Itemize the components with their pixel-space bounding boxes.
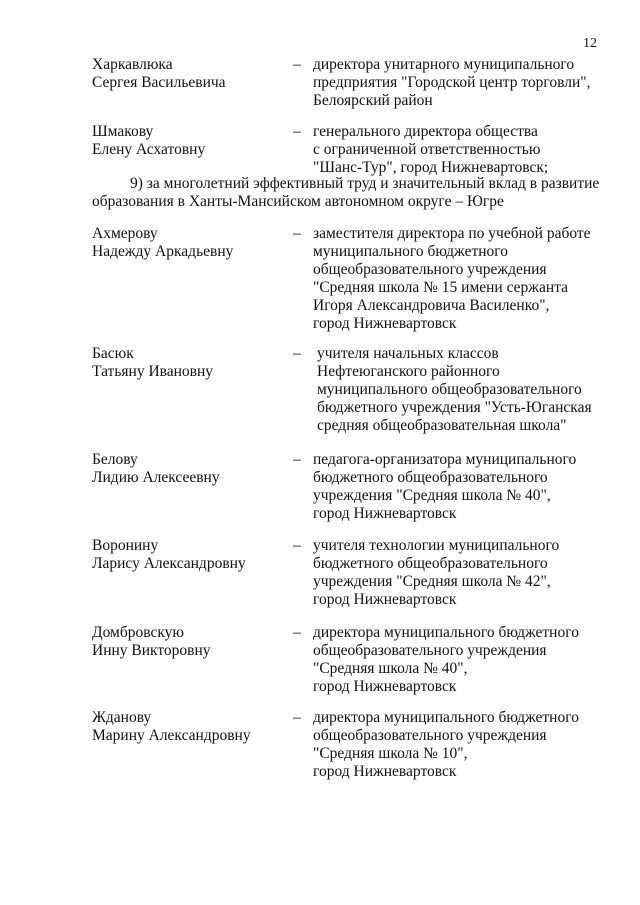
recipient-name [92,123,282,159]
recipient-position [313,624,613,696]
name-line: Басюк [92,345,134,362]
position-line: с ограниченной ответственностью [313,141,541,158]
dash-separator: – [293,709,301,726]
name-line: Надежду Аркадьевну [92,243,234,260]
position-line: муниципального общеобразовательного [317,381,582,398]
position-line: педагога-организатора муниципального [313,451,577,468]
position-line: "Шанс-Тур", город Нижневартовск; [313,159,549,176]
position-line: генерального директора общества [313,123,538,140]
position-line: город Нижневартовск [313,678,457,695]
position-line: учреждения "Средняя школа № 42", [313,573,551,590]
position-line: "Средняя школа № 15 имени сержанта [313,279,569,296]
name-line: Белову [92,451,138,468]
position-line: муниципального бюджетного [313,243,508,260]
position-line: предприятия "Городской центр торговли", [313,74,591,91]
name-line: Инну Викторовну [92,642,211,659]
name-line: Ларису Александровну [92,555,246,572]
name-line: Елену Асхатовну [92,141,206,158]
dash-separator: – [293,225,301,242]
recipient-name [92,451,282,487]
recipient-position [313,709,613,781]
recipient-position [313,56,613,110]
dash-separator: – [293,56,301,73]
position-line: директора муниципального бюджетного [313,624,579,641]
position-line: учителя технологии муниципального [313,537,560,554]
position-line: средняя общеобразовательная школа" [317,417,567,434]
name-line: Марину Александровну [92,727,251,744]
section-heading-line: 9) за многолетний эффективный труд и значительный вклад в развитие [130,175,600,192]
position-line: директора муниципального бюджетного [313,709,579,726]
position-line: общеобразовательного учреждения [313,261,547,278]
position-line: учителя начальных классов [317,345,499,362]
position-line: учреждения "Средняя школа № 40", [313,487,551,504]
dash-separator: – [293,123,301,140]
recipient-name [92,56,282,92]
recipient-name [92,709,282,745]
name-line: Шмакову [92,123,154,140]
position-line: общеобразовательного учреждения [313,642,547,659]
position-line: город Нижневартовск [313,763,457,780]
position-line: директора унитарного муниципального [313,56,575,73]
recipient-position [313,123,613,177]
name-line: Ахмерову [92,225,158,242]
position-line: "Средняя школа № 40", [313,660,468,677]
position-line: город Нижневартовск [313,505,457,522]
name-line: Татьяну Ивановну [92,363,214,380]
name-line: Сергея Васильевича [92,74,226,91]
name-line: Жданову [92,709,152,726]
position-line: город Нижневартовск [313,315,457,332]
name-line: Домбровскую [92,624,184,641]
recipient-name [92,624,282,660]
section-heading [92,175,607,211]
dash-separator: – [293,537,301,554]
position-line: Нефтеюганского районного [317,363,500,380]
recipient-position [317,345,617,435]
section-heading-line: образования в Ханты-Мансийском автономном округе – Югре [92,193,504,210]
position-line: бюджетного общеобразовательного [313,555,548,572]
page-number: 12 [583,36,597,51]
position-line: Игоря Александровича Василенко", [313,297,550,314]
position-line: город Нижневартовск [313,591,457,608]
name-line: Харкавлюка [92,56,173,73]
name-line: Воронину [92,537,159,554]
name-line: Лидию Алексеевну [92,469,220,486]
recipient-position [313,451,613,523]
dash-separator: – [293,624,301,641]
dash-separator: – [293,451,301,468]
position-line: бюджетного учреждения "Усть-Юганская [317,399,592,416]
recipient-name [92,345,282,381]
position-line: общеобразовательного учреждения [313,727,547,744]
position-line: бюджетного общеобразовательного [313,469,548,486]
recipient-position [313,537,613,609]
position-line: заместителя директора по учебной работе [313,225,591,242]
recipient-name [92,225,282,261]
dash-separator: – [293,345,301,362]
recipient-name [92,537,282,573]
position-line: Белоярский район [313,92,433,109]
recipient-position [313,225,613,333]
position-line: "Средняя школа № 10", [313,745,468,762]
